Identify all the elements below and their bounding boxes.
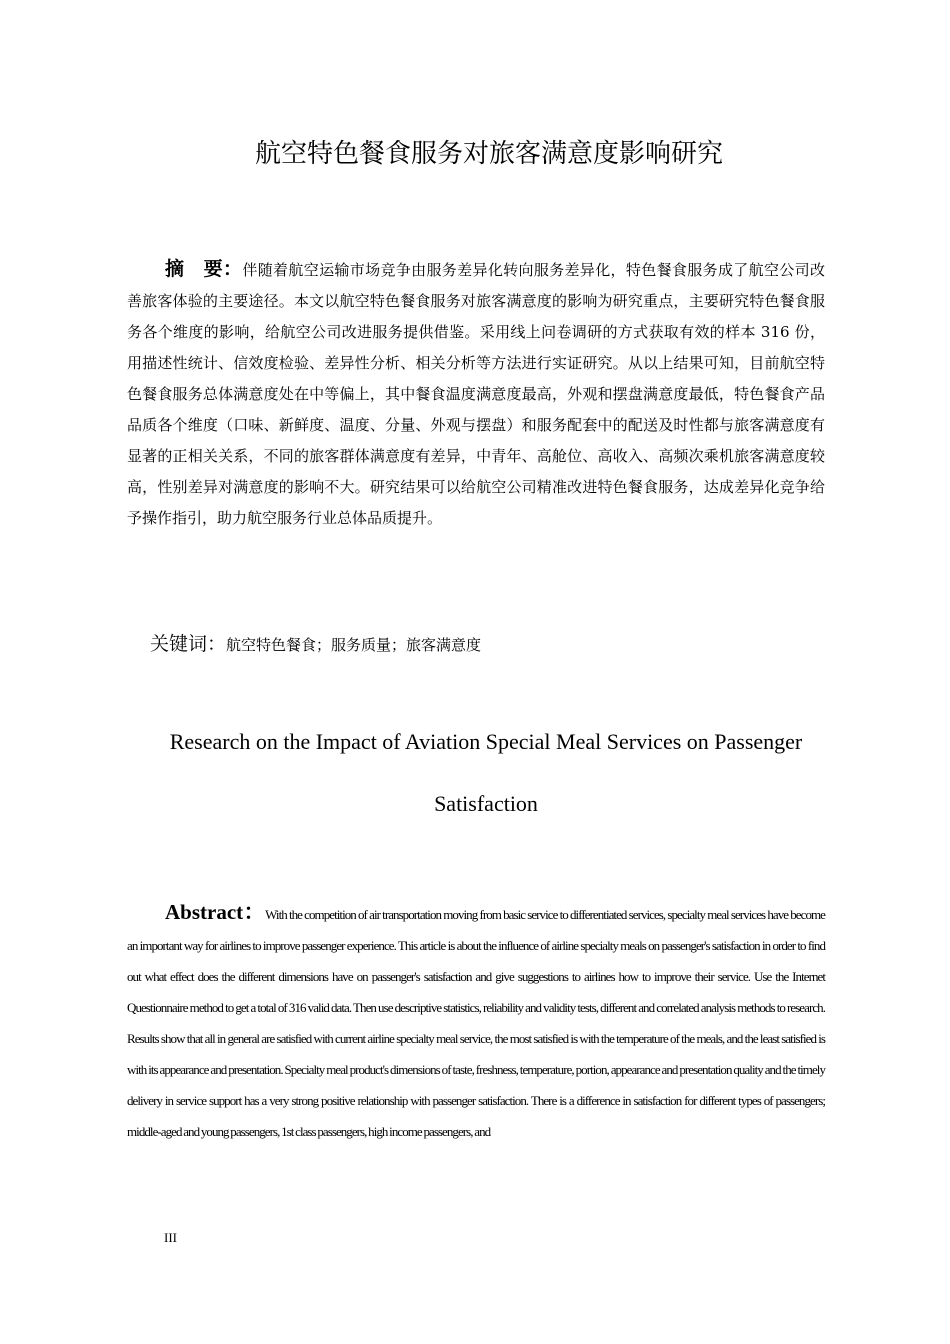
page-number: III (164, 1230, 177, 1245)
chinese-keywords-text: 航空特色餐食；服务质量；旅客满意度 (226, 636, 482, 654)
chinese-abstract (127, 254, 825, 534)
english-title-line-2: Satisfaction (434, 791, 538, 816)
english-title-line-1: Research on the Impact of Aviation Special Meal Services on Passenger (169, 729, 803, 754)
english-abstract-text: With the competition of air transportation moving from basic service to differentiated services, specialty meal services have become an important way for airlines to improve passenger experience. This article is about the influence of airline specialty meals on passenger's satisfaction in order to find out what effect does the different dimensions have on passenger's satisfaction and give suggestions to airlines how to improve their service. Use the Internet Questionnaire method to get a total of 316 valid data. Then use descriptive statistics, reliability and validity tests, different and correlated analysis methods to research. Results show that all in general are satisfied with current airline specialty meal service, the most satisfied is with the temperature of the meals, and the least satisfied is with its appearance and presentation. Specialty meal product's dimensions of taste, freshness, temperature, portion, appearance and presentation quality and the timely delivery in service support has a very strong positive relationship with passenger satisfaction. There is a difference in satisfaction for different types of passengers; middle-aged and young passengers, 1st class passengers, high income passengers, and (127, 907, 825, 1139)
english-abstract (127, 897, 825, 1147)
chinese-title: 航空特色餐食服务对旅客满意度影响研究 (254, 139, 723, 169)
english-title (0, 726, 950, 819)
chinese-abstract-text: 伴随着航空运输市场竞争由服务差异化转向服务差异化，特色餐食服务成了航空公司改善旅客体验的主要途径。本文以航空特色餐食服务对旅客满意度的影响为研究重点，主要研究特色餐食服务各个维度的影响，给航空公司改进服务提供借鉴。采用线上问卷调研的方式获取有效的样本 316 份，用描述性统计、信效度检验、差异性分析、相关分析等方法进行实证研究。从以上结果可知，目前航空特色餐食服务总体满意度处在中等偏上，其中餐食温度满意度最高，外观和摆盘满意度最低，特色餐食产品品质各个维度（口味、新鲜度、温度、分量、外观与摆盘）和服务配套中的配送及时性都与旅客满意度有显著的正相关关系，不同的旅客群体满意度有差异，中青年、高舱位、高收入、高频次乘机旅客满意度较高，性别差异对满意度的影响不大。研究结果可以给航空公司精准改进特色餐食服务，达成差异化竞争给予操作指引，助力航空服务行业总体品质提升。 (127, 261, 825, 527)
chinese-abstract-label: 摘 要： (165, 258, 243, 280)
english-abstract-label: Abstract： (165, 900, 266, 924)
chinese-keywords (150, 629, 830, 660)
chinese-keywords-label: 关键词： (150, 633, 227, 655)
